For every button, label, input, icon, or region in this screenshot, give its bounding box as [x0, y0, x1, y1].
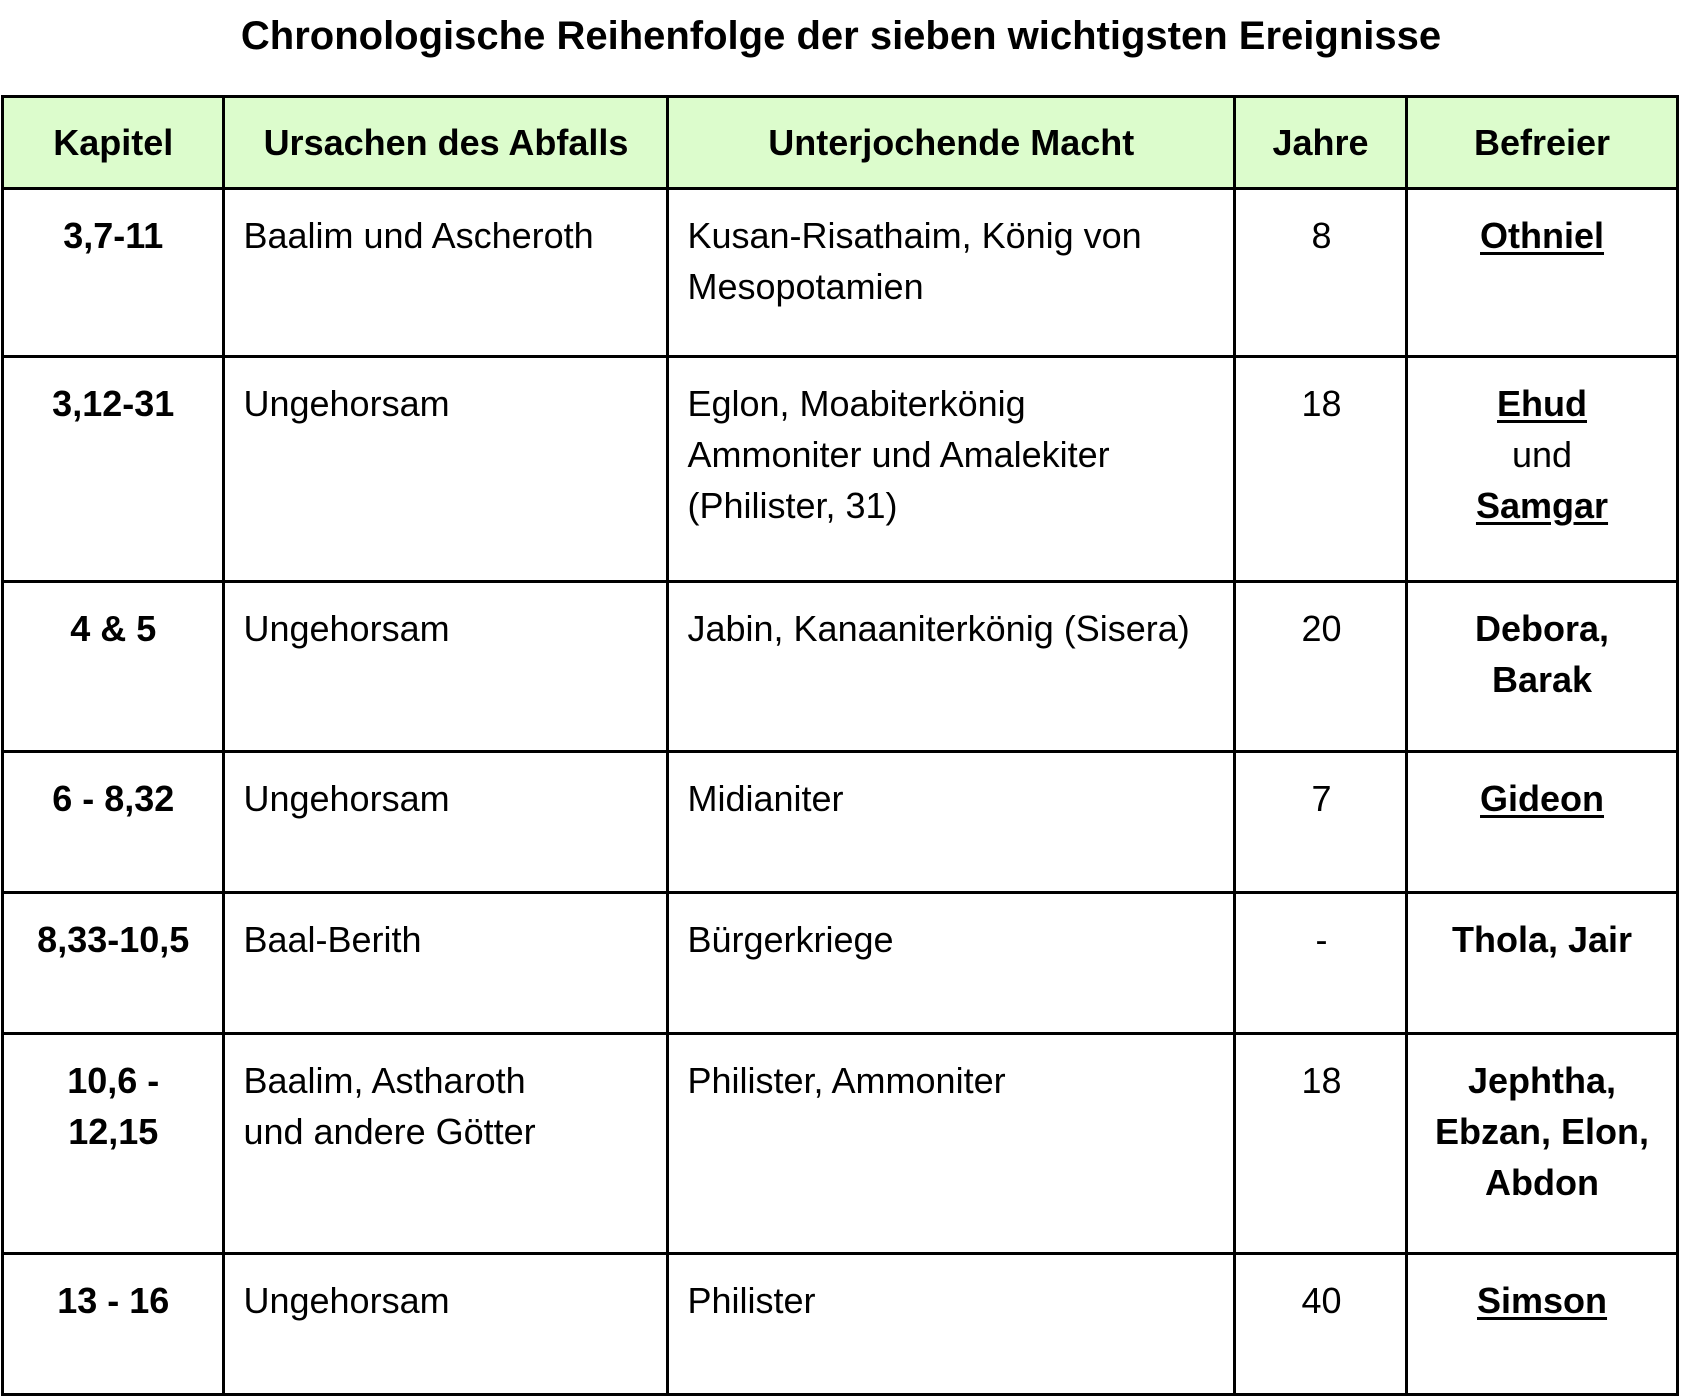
- cell-kapitel: 8,33-10,5: [3, 893, 224, 1034]
- column-header-ursachen: Ursachen des Abfalls: [224, 97, 668, 189]
- befreier-name: Simson: [1477, 1280, 1608, 1321]
- cell-kapitel: 4 & 5: [3, 582, 224, 752]
- cell-ursachen: Baal-Berith: [224, 893, 668, 1034]
- befreier-name: Gideon: [1480, 778, 1605, 819]
- ursachen-line: Baalim, Astharoth: [243, 1060, 526, 1101]
- befreier-name: Thola, Jair: [1451, 919, 1633, 960]
- befreier-name: Ehud: [1497, 383, 1587, 424]
- cell-ursachen: Ungehorsam: [224, 357, 668, 582]
- cell-kapitel: 6 - 8,32: [3, 752, 224, 893]
- column-header-jahre: Jahre: [1235, 97, 1407, 189]
- cell-kapitel: [3, 1034, 224, 1254]
- kapitel-line: 10,6 -: [67, 1060, 160, 1101]
- cell-macht: [668, 893, 1235, 1034]
- cell-jahre: 18: [1235, 1034, 1407, 1254]
- cell-befreier: [1407, 1254, 1678, 1395]
- cell-befreier: [1407, 357, 1678, 582]
- befreier-name: Debora,: [1474, 608, 1610, 649]
- befreier-name: Ebzan, Elon,: [1435, 1111, 1650, 1152]
- befreier-name: Jephtha,: [1468, 1060, 1617, 1101]
- cell-macht: [668, 1254, 1235, 1395]
- cell-jahre: 18: [1235, 357, 1407, 582]
- table-row: [3, 893, 1678, 1034]
- column-header-kapitel: Kapitel: [3, 97, 224, 189]
- column-header-befreier: Befreier: [1407, 97, 1678, 189]
- befreier-name: Barak: [1491, 659, 1593, 700]
- cell-ursachen: Baalim und Ascheroth: [224, 189, 668, 357]
- cell-jahre: 8: [1235, 189, 1407, 357]
- cell-jahre: 20: [1235, 582, 1407, 752]
- events-table: [1, 95, 1679, 1396]
- kapitel-line: 12,15: [68, 1111, 159, 1152]
- table-row: [3, 357, 1678, 582]
- table-row: [3, 582, 1678, 752]
- cell-befreier: [1407, 189, 1678, 357]
- header-row: [3, 97, 1678, 189]
- cell-macht: [668, 752, 1235, 893]
- cell-macht: [668, 189, 1235, 357]
- cell-macht: [668, 582, 1235, 752]
- cell-ursachen: [224, 1034, 668, 1254]
- cell-befreier: [1407, 752, 1678, 893]
- cell-ursachen: Ungehorsam: [224, 1254, 668, 1395]
- macht-line: Kusan-Risathaim, König von: [687, 215, 1142, 256]
- cell-kapitel: 13 - 16: [3, 1254, 224, 1395]
- befreier-name: Othniel: [1480, 215, 1605, 256]
- cell-jahre: -: [1235, 893, 1407, 1034]
- cell-ursachen: Ungehorsam: [224, 582, 668, 752]
- macht-line: Bürgerkriege: [687, 919, 894, 960]
- befreier-name: Abdon: [1485, 1162, 1599, 1203]
- cell-befreier: [1407, 1034, 1678, 1254]
- cell-jahre: 7: [1235, 752, 1407, 893]
- macht-line: Philister, Ammoniter: [687, 1060, 1006, 1101]
- table-row: [3, 1254, 1678, 1395]
- cell-ursachen: Ungehorsam: [224, 752, 668, 893]
- page-title: Chronologische Reihenfolge der sieben wichtigsten Ereignisse: [240, 14, 1442, 58]
- cell-befreier: [1407, 582, 1678, 752]
- cell-macht: [668, 357, 1235, 582]
- cell-befreier: [1407, 893, 1678, 1034]
- cell-jahre: 40: [1235, 1254, 1407, 1395]
- macht-line: Ammoniter und Amalekiter: [687, 434, 1110, 475]
- table-row: [3, 1034, 1678, 1254]
- ursachen-line: und andere Götter: [243, 1111, 536, 1152]
- table-row: [3, 189, 1678, 357]
- cell-kapitel: 3,12-31: [3, 357, 224, 582]
- macht-line: Philister: [687, 1280, 816, 1321]
- befreier-name: Samgar: [1475, 485, 1609, 526]
- column-header-macht: Unterjochende Macht: [668, 97, 1235, 189]
- macht-line: (Philister, 31): [687, 485, 898, 526]
- macht-line: Eglon, Moabiterkönig: [687, 383, 1026, 424]
- table-row: [3, 752, 1678, 893]
- macht-line: Jabin, Kanaaniterkönig (Sisera): [687, 608, 1190, 649]
- macht-line: Midianiter: [687, 778, 844, 819]
- befreier-conjunction: und: [1511, 434, 1573, 475]
- cell-kapitel: 3,7-11: [3, 189, 224, 357]
- cell-macht: [668, 1034, 1235, 1254]
- macht-line: Mesopotamien: [687, 266, 924, 307]
